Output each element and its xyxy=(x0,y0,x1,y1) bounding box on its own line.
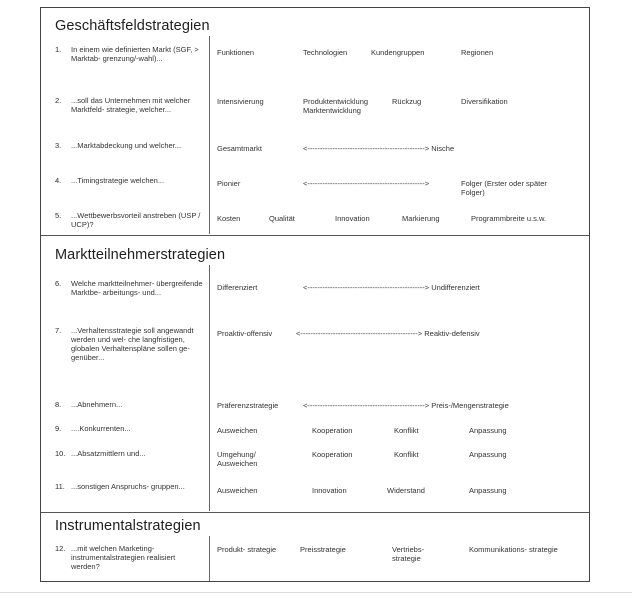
option: Anpassung xyxy=(469,486,507,495)
range-arrow: <-----------------------------------------------> xyxy=(303,179,430,188)
section-title-geschaeftsfeld: Geschäftsfeldstrategien xyxy=(55,18,210,34)
option: Präferenzstrategie xyxy=(217,401,279,410)
row-question: ...sonstigen Anspruchs- gruppen... xyxy=(71,482,185,491)
row-number: 10. xyxy=(55,449,66,458)
option: Proaktiv-offensiv xyxy=(217,329,273,338)
option: Funktionen xyxy=(217,48,255,57)
option: Kundengruppen xyxy=(371,48,425,57)
option: Produktentwicklung Marktentwicklung xyxy=(303,97,369,115)
section-divider xyxy=(41,235,589,236)
option: Widerstand xyxy=(387,486,425,495)
option: Technologien xyxy=(303,48,348,57)
row-number: 5. xyxy=(55,211,62,220)
option: Intensivierung xyxy=(217,97,264,106)
row-number: 9. xyxy=(55,424,62,433)
row-number: 8. xyxy=(55,400,62,409)
option: Anpassung xyxy=(469,450,507,459)
option: Vertriebs- strategie xyxy=(392,545,425,563)
option: Folger (Erster oder später Folger) xyxy=(461,179,547,197)
column-divider xyxy=(209,536,210,581)
option: Rückzug xyxy=(392,97,422,106)
option: Regionen xyxy=(461,48,494,57)
option: Innovation xyxy=(312,486,347,495)
row-number: 1. xyxy=(55,45,62,54)
option: Konflikt xyxy=(394,426,419,435)
page-edge xyxy=(0,592,632,593)
range-arrow: <-----------------------------------------------> Reaktiv-defensiv xyxy=(296,329,480,338)
option: Kooperation xyxy=(312,426,353,435)
option: Diversifikation xyxy=(461,97,508,106)
row-question: ...Timingstrategie welchen... xyxy=(71,176,165,185)
range-arrow: <-----------------------------------------------> Nische xyxy=(303,144,455,153)
option: Anpassung xyxy=(469,426,507,435)
option: Umgehung/ Ausweichen xyxy=(217,450,258,468)
column-divider xyxy=(209,265,210,511)
strategy-table xyxy=(40,7,590,582)
option: Kooperation xyxy=(312,450,353,459)
row-number: 12. xyxy=(55,544,66,553)
range-arrow: <-----------------------------------------------> Undifferenziert xyxy=(303,283,480,292)
range-arrow: <-----------------------------------------------> Preis-/Mengenstrategie xyxy=(303,401,509,410)
option: Markierung xyxy=(402,214,440,223)
section-title-instrumental: Instrumentalstrategien xyxy=(55,518,201,534)
row-question: Welche marktteilnehmer- übergreifende Marktbe- arbeitungs- und... xyxy=(71,279,203,297)
column-divider xyxy=(209,36,210,234)
option: Differenziert xyxy=(217,283,258,292)
option: Kommunikations- strategie xyxy=(469,545,558,554)
row-question: ...Wettbewerbsvorteil anstreben (USP / UCP)? xyxy=(71,211,201,229)
row-question: In einem wie definierten Markt (SGF, > Marktab- grenzung/-wahl)... xyxy=(71,45,199,63)
option: Gesamtmarkt xyxy=(217,144,263,153)
row-question: ...soll das Unternehmen mit welcher Marktfeld- strategie, welcher... xyxy=(71,96,191,114)
row-number: 3. xyxy=(55,141,62,150)
row-question: ...Absatzmittlern und... xyxy=(71,449,146,458)
row-number: 2. xyxy=(55,96,62,105)
row-question: ...Marktabdeckung und welcher... xyxy=(71,141,182,150)
option: Programmbreite u.s.w. xyxy=(471,214,547,223)
row-question: ...mit welchen Marketing- instrumentalstrategien realisiert werden? xyxy=(71,544,176,571)
row-question: ....Konkurrenten... xyxy=(71,424,131,433)
row-number: 11. xyxy=(55,482,65,491)
option: Pionier xyxy=(217,179,241,188)
row-number: 7. xyxy=(55,326,62,335)
option: Ausweichen xyxy=(217,426,258,435)
row-question: ...Verhaltensstrategie soll angewandt werden und wel- che langfristigen, globalen Verhaltenspläne sollen ge- genüber... xyxy=(71,326,194,362)
option: Preisstrategie xyxy=(300,545,346,554)
option: Qualität xyxy=(269,214,295,223)
option: Ausweichen xyxy=(217,486,258,495)
row-question: ...Abnehmern... xyxy=(71,400,123,409)
option: Kosten xyxy=(217,214,241,223)
option: Konflikt xyxy=(394,450,419,459)
section-title-marktteilnehmer: Marktteilnehmerstrategien xyxy=(55,247,226,263)
row-number: 4. xyxy=(55,176,62,185)
option: Innovation xyxy=(335,214,370,223)
row-number: 6. xyxy=(55,279,62,288)
option: Produkt- strategie xyxy=(217,545,277,554)
section-divider xyxy=(41,512,589,513)
